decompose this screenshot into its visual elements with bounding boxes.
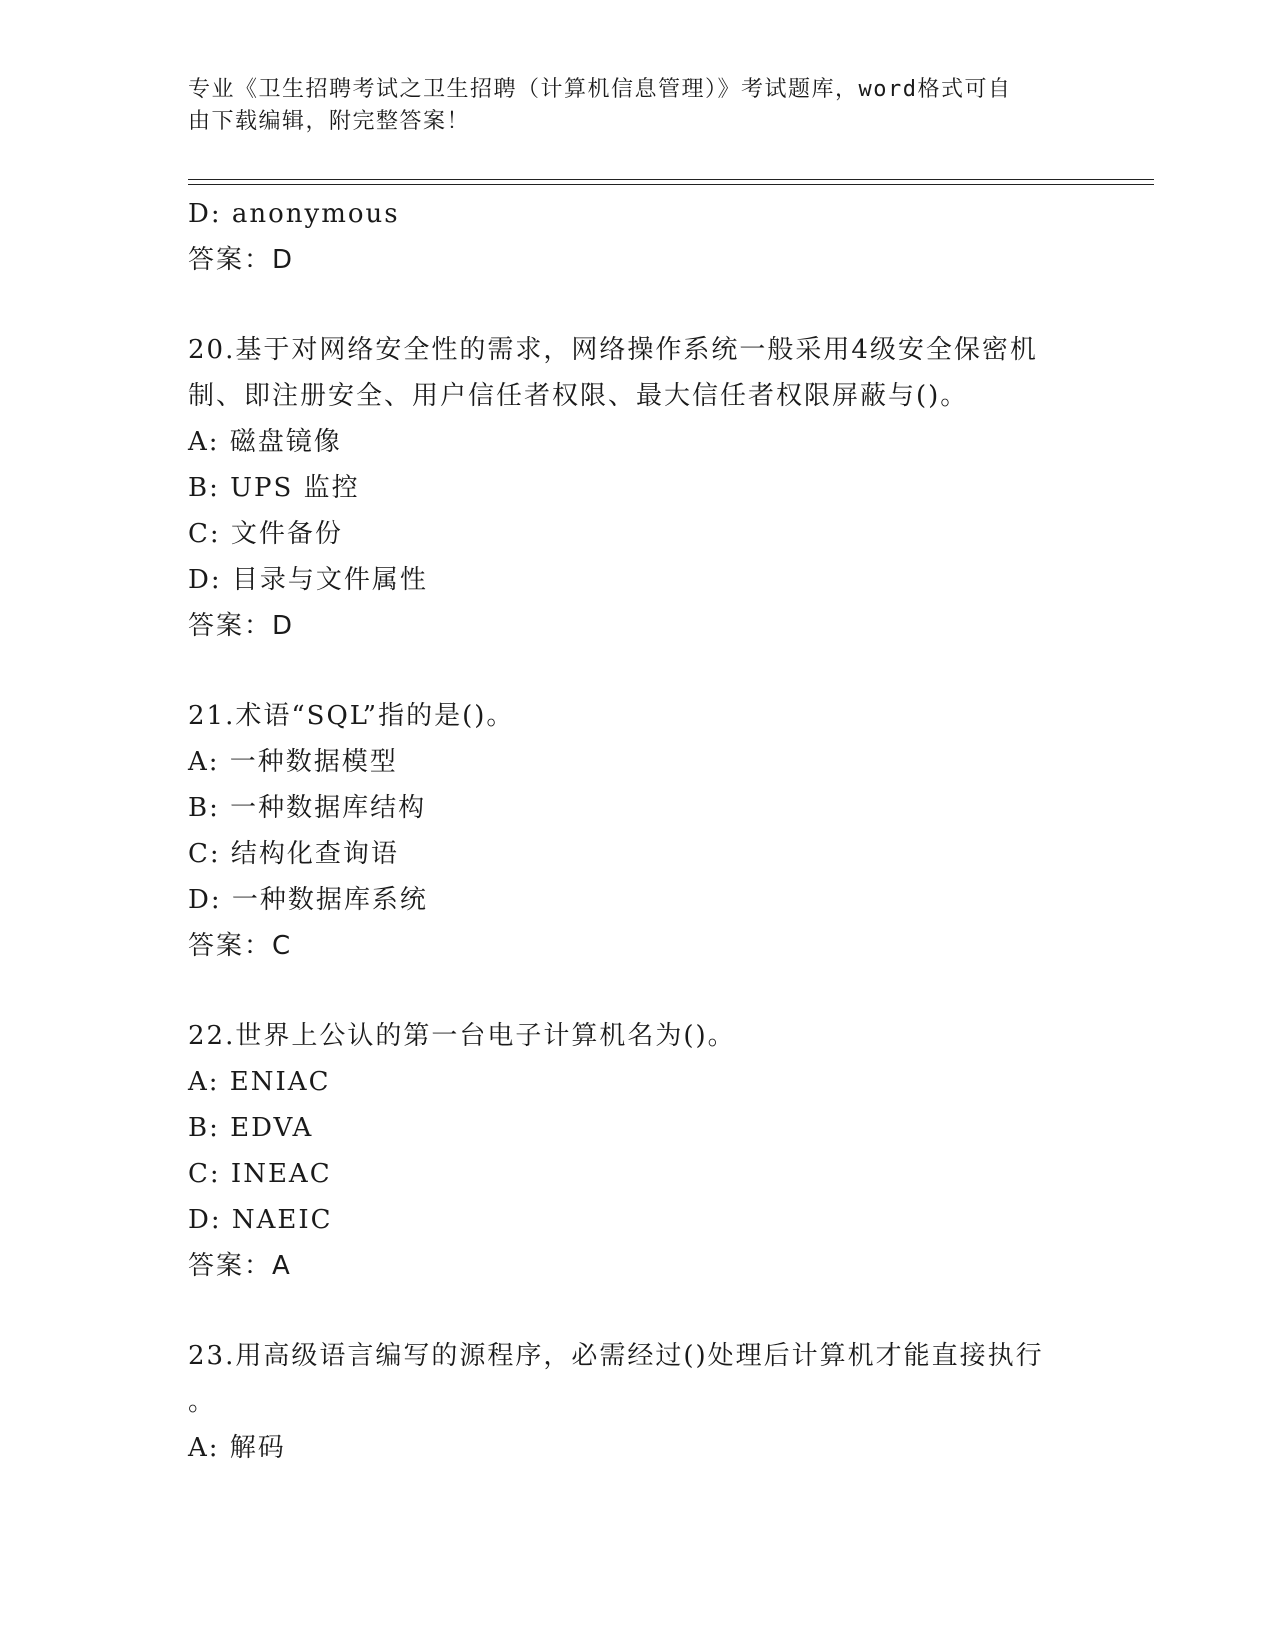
question-23 (188, 1333, 1088, 1471)
answer-line: 答案：D (188, 245, 295, 275)
header-divider-bottom (188, 184, 1154, 185)
question-22 (188, 1013, 1088, 1289)
option-d: D: NAEIC (188, 1205, 333, 1235)
answer-line: 答案：D (188, 611, 295, 641)
question-list (188, 191, 1088, 1471)
question-stem-line-1: 20.基于对网络安全性的需求，网络操作系统一般采用4级安全保密机 (188, 335, 1038, 365)
option-d: D: anonymous (188, 199, 400, 229)
question-stem-line-1: 21.术语“SQL”指的是()。 (188, 701, 515, 731)
option-c: C: INEAC (188, 1159, 332, 1189)
option-a: A: 磁盘镜像 (188, 427, 342, 457)
option-a: A: ENIAC (188, 1067, 331, 1097)
spacer (188, 1289, 1088, 1333)
spacer (188, 969, 1088, 1013)
question-20 (188, 327, 1088, 649)
header-line-1: 专业《卫生招聘考试之卫生招聘（计算机信息管理）》考试题库，word格式可自 (188, 77, 1012, 102)
option-b: B: UPS 监控 (188, 473, 360, 503)
option-c: C: 文件备份 (188, 519, 343, 549)
document-header (188, 74, 1068, 138)
answer-line: 答案：A (188, 1251, 292, 1281)
question-21 (188, 693, 1088, 969)
question-stem-line-1: 22.世界上公认的第一台电子计算机名为()。 (188, 1021, 736, 1051)
header-line-2: 由下载编辑，附完整答案！ (188, 109, 471, 134)
question-stem-line-2: 制、即注册安全、用户信任者权限、最大信任者权限屏蔽与()。 (188, 381, 969, 411)
option-c: C: 结构化查询语 (188, 839, 399, 869)
previous-question-tail (188, 191, 1088, 283)
spacer (188, 283, 1088, 327)
option-b: B: EDVA (188, 1113, 314, 1143)
option-d: D: 一种数据库系统 (188, 885, 428, 915)
option-b: B: 一种数据库结构 (188, 793, 427, 823)
question-stem-line-1: 23.用高级语言编写的源程序，必需经过()处理后计算机才能直接执行 (188, 1341, 1044, 1371)
option-d: D: 目录与文件属性 (188, 565, 428, 595)
header-divider-top (188, 179, 1154, 180)
question-stem-line-2: 。 (188, 1387, 217, 1417)
spacer (188, 649, 1088, 693)
option-a: A: 一种数据模型 (188, 747, 398, 777)
answer-line: 答案：C (188, 931, 293, 961)
option-a: A: 解码 (188, 1433, 286, 1463)
